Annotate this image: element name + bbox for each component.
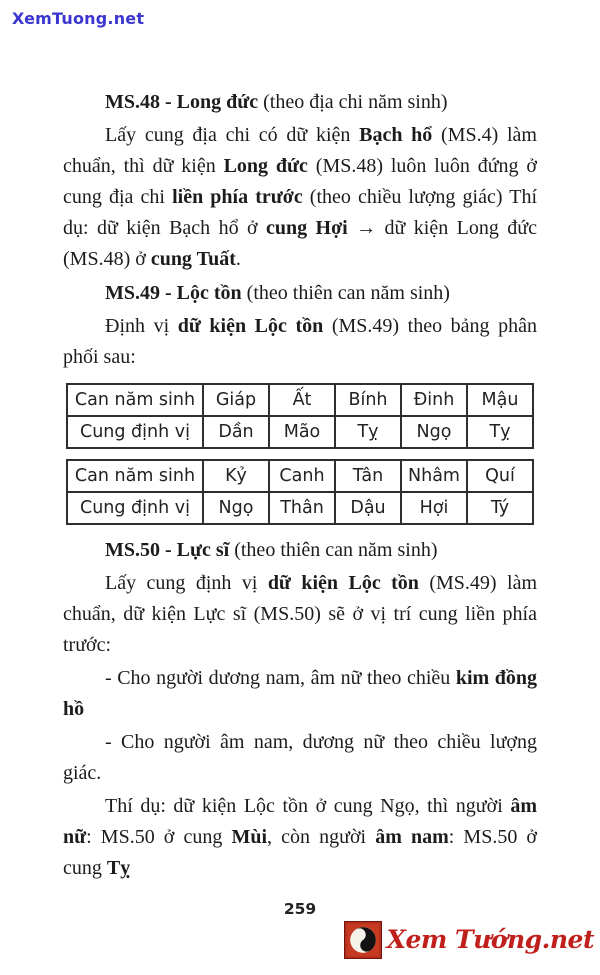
- table-row: [67, 416, 533, 448]
- row-label-cell: Cung định vị: [67, 492, 203, 524]
- bold-text-run: âm nam: [375, 826, 449, 848]
- row-label-cell: Cung định vị: [67, 416, 203, 448]
- site-watermark: XemTuong.net: [12, 9, 145, 28]
- text-run: Lấy cung định vị: [105, 572, 268, 594]
- value-cell: Ngọ: [203, 492, 269, 524]
- paragraph: [63, 727, 537, 789]
- value-cell: Tỵ: [467, 416, 533, 448]
- text-run: Thí dụ: dữ kiện Lộc tồn ở cung Ngọ, thì người: [105, 795, 511, 817]
- bold-text-run: âm nữ: [63, 795, 537, 848]
- bold-text-run: kim đồng hồ: [63, 667, 538, 720]
- text-run: : MS.50 ở cung: [86, 826, 232, 848]
- site-logo: [344, 921, 594, 959]
- value-cell: Bính: [335, 384, 401, 416]
- value-cell: Mậu: [467, 384, 533, 416]
- site-logo-text: Xem Tướng.net: [386, 925, 594, 954]
- text-run: (theo thiên can năm sinh): [229, 539, 438, 561]
- paragraph: [63, 120, 537, 275]
- bold-text-run: Tỵ: [106, 857, 131, 879]
- paragraph: [63, 568, 537, 661]
- text-run: → dữ kiện Long đức (MS.48) ở: [63, 217, 537, 270]
- text-run: (MS.4) làm chuẩn, thì dữ kiện: [63, 124, 537, 177]
- bold-text-run: Mùi: [231, 826, 268, 848]
- text-run: (theo chiều lượng giác) Thí dụ: dữ kiện Bạch hổ ở: [63, 186, 538, 239]
- text-run: (theo địa chi năm sinh): [258, 91, 448, 113]
- paragraph: [63, 311, 537, 373]
- document-content: [63, 84, 537, 886]
- distribution-table: [66, 383, 534, 449]
- bold-text-run: MS.49 - Lộc tồn: [105, 282, 242, 304]
- value-cell: Ất: [269, 384, 335, 416]
- bold-text-run: Long đức: [223, 155, 308, 177]
- bold-text-run: dữ kiện Lộc tồn: [177, 315, 324, 337]
- page-number: 259: [283, 900, 317, 918]
- bold-text-run: MS.48 - Long đức: [105, 91, 259, 113]
- text-run: (MS.48) luôn luôn đứng ở cung địa chi: [63, 155, 537, 208]
- value-cell: Giáp: [203, 384, 269, 416]
- text-run: Lấy cung địa chi có dữ kiện: [105, 124, 360, 146]
- bold-text-run: dữ kiện Lộc tồn: [267, 572, 419, 594]
- value-cell: Tỵ: [335, 416, 401, 448]
- text-run: : MS.50 ở cung: [63, 826, 537, 879]
- section-heading: [63, 278, 537, 309]
- value-cell: Kỷ: [203, 460, 269, 492]
- value-cell: Nhâm: [401, 460, 467, 492]
- paragraph: [63, 791, 537, 884]
- distribution-table: [66, 459, 534, 525]
- row-label-cell: Can năm sinh: [67, 384, 203, 416]
- value-cell: Quí: [467, 460, 533, 492]
- content-blocks: [63, 87, 537, 884]
- yin-yang-icon: [344, 921, 382, 959]
- bold-text-run: cung Hợi: [265, 217, 348, 239]
- bold-text-run: cung Tuất: [150, 248, 236, 270]
- text-run: - Cho người dương nam, âm nữ theo chiều: [105, 667, 456, 689]
- value-cell: Canh: [269, 460, 335, 492]
- value-cell: Thân: [269, 492, 335, 524]
- section-heading: [63, 535, 537, 566]
- value-cell: Tý: [467, 492, 533, 524]
- row-label-cell: Can năm sinh: [67, 460, 203, 492]
- value-cell: Mão: [269, 416, 335, 448]
- table-row: [67, 460, 533, 492]
- value-cell: Ngọ: [401, 416, 467, 448]
- text-run: Định vị: [105, 315, 178, 337]
- text-run: - Cho người âm nam, dương nữ theo chiều lượng giác.: [63, 731, 537, 784]
- text-run: (MS.49) theo bảng phân phối sau:: [63, 315, 537, 368]
- value-cell: Tân: [335, 460, 401, 492]
- value-cell: Dần: [203, 416, 269, 448]
- text-run: (theo thiên can năm sinh): [241, 282, 450, 304]
- text-run: (MS.49) làm chuẩn, dữ kiện Lực sĩ (MS.50) sẽ ở vị trí cung liền phía trước:: [63, 572, 537, 656]
- text-run: , còn người: [267, 826, 376, 848]
- value-cell: Đinh: [401, 384, 467, 416]
- bold-text-run: MS.50 - Lực sĩ: [105, 539, 230, 561]
- table-row: [67, 384, 533, 416]
- text-run: .: [235, 248, 241, 270]
- bold-text-run: Bạch hổ: [359, 124, 433, 146]
- section-heading: [63, 87, 537, 118]
- paragraph: [63, 663, 537, 725]
- value-cell: Dậu: [335, 492, 401, 524]
- bold-text-run: liền phía trước: [172, 186, 303, 208]
- table-row: [67, 492, 533, 524]
- value-cell: Hợi: [401, 492, 467, 524]
